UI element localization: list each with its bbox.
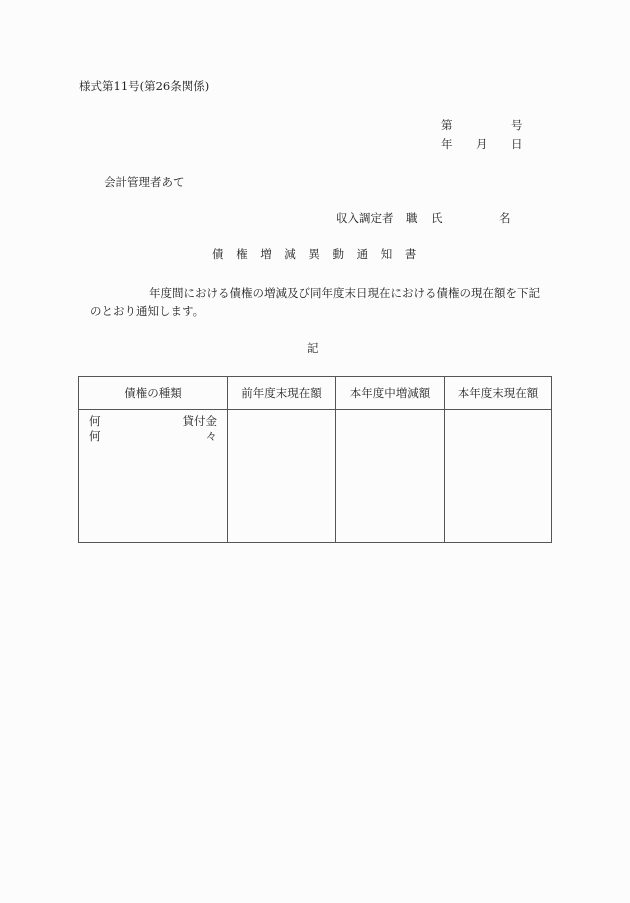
doc-number-suffix: 号: [511, 118, 523, 132]
claim-type-right: 々: [205, 429, 217, 443]
claims-table: [78, 376, 552, 543]
document-title: 債権増減異動通知書: [212, 247, 429, 261]
header-previous-year-end: 前年度末現在額: [228, 377, 336, 410]
sender-position-label: 職: [406, 211, 418, 225]
cell-this-year-end[interactable]: [445, 410, 552, 543]
date-month: 月: [476, 137, 488, 151]
header-change-this-year: 本年度中増減額: [336, 377, 445, 410]
header-claim-type: 債権の種類: [79, 377, 228, 410]
table-row: [79, 410, 552, 543]
addressee: 会計管理者あて: [104, 175, 185, 189]
header-this-year-end: 本年度末現在額: [445, 377, 552, 410]
claim-type-left: 何: [89, 414, 101, 428]
date-year: 年: [441, 137, 453, 151]
date-day: 日: [511, 137, 523, 151]
claim-type-line: [79, 428, 227, 442]
cell-previous-year-end[interactable]: [228, 410, 336, 543]
doc-number-prefix: 第: [441, 118, 453, 132]
sender-name-label: 名: [499, 211, 511, 225]
table-header-row: [79, 377, 552, 410]
sender-role: 収入調定者: [336, 211, 394, 225]
sender-surname-label: 氏: [431, 211, 443, 225]
claim-type-left: 何: [89, 429, 101, 443]
body-text-line-1: 年度間における債権の増減及び同年度末日現在における債権の現在額を下記: [149, 286, 540, 300]
claim-type-line: [79, 413, 227, 427]
cell-claim-type[interactable]: [79, 410, 228, 543]
cell-change-this-year[interactable]: [336, 410, 445, 543]
body-text-line-2: のとおり通知します。: [90, 304, 205, 318]
form-number: 様式第11号(第26条関係): [79, 79, 210, 93]
ki-heading: 記: [307, 341, 319, 355]
claim-type-right: 貸付金: [182, 414, 217, 428]
